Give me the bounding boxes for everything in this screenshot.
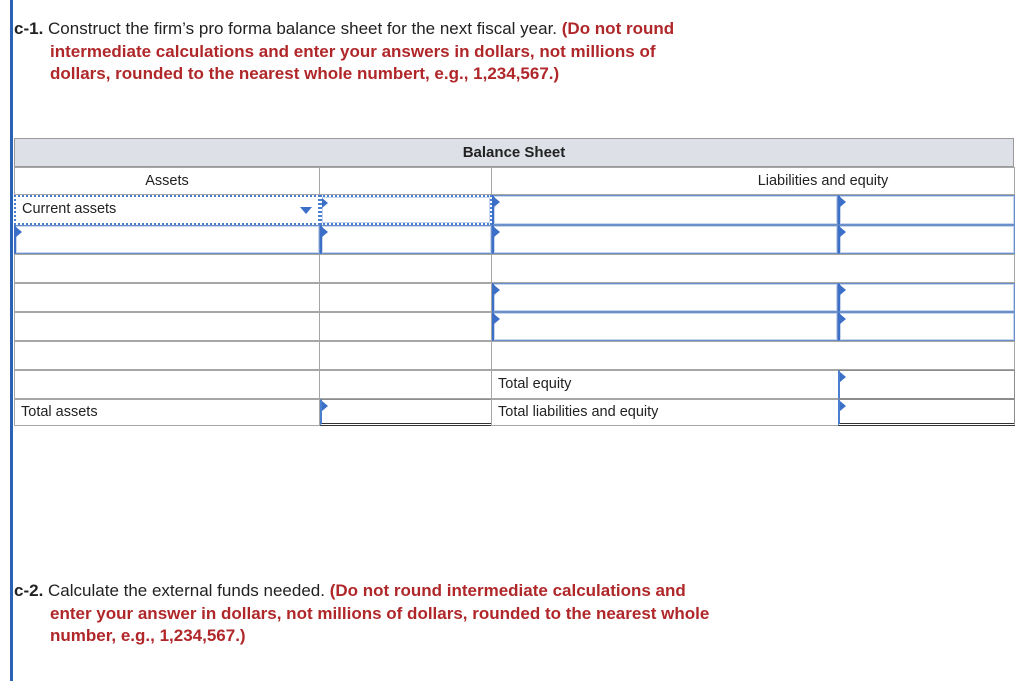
table-cell bbox=[14, 341, 320, 370]
liability-value-input-1[interactable] bbox=[838, 195, 1015, 225]
table-cell bbox=[491, 341, 1015, 370]
question-instructions: (Do not round intermediate calculations and bbox=[329, 581, 686, 600]
question-instructions: number, e.g., 1,234,567.) bbox=[50, 626, 246, 645]
table-cell bbox=[319, 254, 492, 283]
question-instructions: enter your answer in dollars, not millions of dollars, rounded to the nearest whole bbox=[50, 603, 710, 623]
liability-value-input-3[interactable] bbox=[838, 283, 1015, 312]
total-liabilities-equity-label: Total liabilities and equity bbox=[491, 399, 839, 426]
balance-sheet-table bbox=[14, 138, 1015, 426]
table-cell bbox=[14, 312, 320, 341]
question-text: Construct the firm’s pro forma balance sheet for the next fiscal year. bbox=[48, 19, 558, 38]
total-equity-input[interactable] bbox=[838, 370, 1015, 399]
asset-value-input-2[interactable] bbox=[320, 225, 492, 254]
total-assets-label: Total assets bbox=[14, 399, 320, 426]
question-c2 bbox=[14, 580, 794, 648]
question-instructions: intermediate calculations and enter your answers in dollars, not millions of bbox=[50, 41, 656, 61]
table-cell bbox=[491, 254, 1015, 283]
current-assets-select[interactable] bbox=[14, 195, 320, 225]
table-cell bbox=[319, 283, 492, 312]
table-cell bbox=[14, 370, 320, 399]
asset-label-input-2[interactable] bbox=[14, 225, 320, 254]
current-assets-input[interactable] bbox=[320, 195, 492, 225]
liability-value-input-4[interactable] bbox=[838, 312, 1015, 341]
total-liabilities-equity-input[interactable] bbox=[838, 399, 1015, 426]
liability-label-input-4[interactable] bbox=[492, 312, 838, 341]
table-cell bbox=[319, 312, 492, 341]
liabilities-equity-header: Liabilities and equity bbox=[491, 167, 1015, 195]
table-cell bbox=[319, 370, 492, 399]
table-cell bbox=[14, 283, 320, 312]
table-cell bbox=[14, 254, 320, 283]
question-instructions: (Do not round bbox=[561, 19, 675, 38]
chevron-down-icon[interactable] bbox=[300, 207, 312, 214]
assets-header: Assets bbox=[14, 167, 320, 195]
question-instructions: dollars, rounded to the nearest whole numbert, e.g., 1,234,567.) bbox=[50, 64, 560, 83]
liability-label-input-2[interactable] bbox=[492, 225, 838, 254]
question-number: c-2. bbox=[14, 581, 44, 600]
liability-value-input-2[interactable] bbox=[838, 225, 1015, 254]
question-c1 bbox=[14, 18, 794, 86]
liability-label-input-1[interactable] bbox=[492, 195, 838, 225]
total-equity-label: Total equity bbox=[491, 370, 839, 399]
table-cell bbox=[319, 341, 492, 370]
current-assets-label: Current assets bbox=[22, 201, 117, 217]
total-assets-input[interactable] bbox=[320, 399, 492, 426]
balance-sheet-title: Balance Sheet bbox=[14, 138, 1014, 167]
liability-label-input-3[interactable] bbox=[492, 283, 838, 312]
header-blank bbox=[319, 167, 492, 195]
question-text: Calculate the external funds needed. bbox=[48, 581, 325, 600]
question-number: c-1. bbox=[14, 19, 44, 38]
left-margin-rule bbox=[10, 0, 13, 681]
